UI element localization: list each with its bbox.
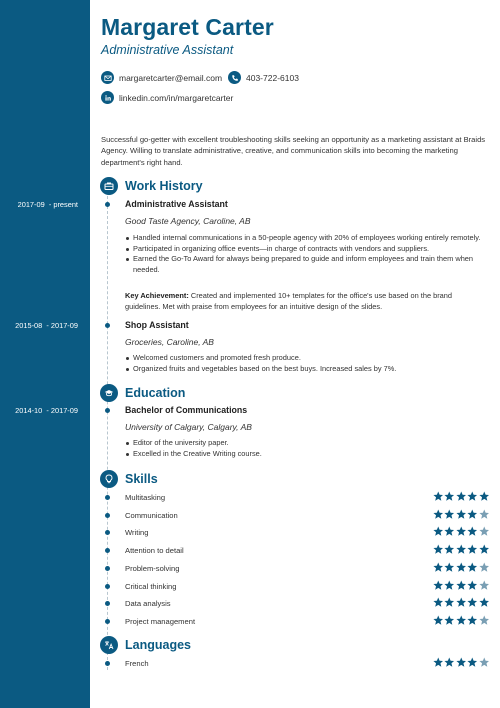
timeline-dot: [105, 495, 110, 500]
list-item: Excelled in the Creative Writing course.: [125, 449, 487, 460]
skills-title: Skills: [125, 472, 158, 486]
star-empty-icon: [479, 509, 490, 520]
education-bullets: [125, 438, 487, 459]
star-filled-icon: [467, 526, 478, 537]
skill-name: Communication: [125, 510, 178, 520]
list-item: Earned the Go-To Award for always being prepared to guide and inform employees and train them when needed.: [125, 254, 487, 275]
star-filled-icon: [456, 526, 467, 537]
contact-phone[interactable]: [228, 71, 299, 84]
email-text: margaretcarter@email.com: [119, 72, 223, 83]
linkedin-icon: [101, 91, 114, 104]
star-filled-icon: [467, 562, 478, 573]
work-history-header: [100, 177, 203, 195]
star-filled-icon: [456, 544, 467, 555]
skill-name: Writing: [125, 528, 149, 538]
star-rating: [433, 657, 490, 668]
timeline-dot: [105, 566, 110, 571]
skill-row: [125, 546, 489, 556]
contact-linkedin[interactable]: [101, 91, 233, 104]
timeline-dot: [105, 530, 110, 535]
star-filled-icon: [444, 491, 455, 502]
phone-icon: [228, 71, 241, 84]
job-dates: 2017-09 - present: [17, 200, 78, 209]
timeline-dot: [105, 619, 110, 624]
languages-title: Languages: [125, 638, 191, 652]
star-filled-icon: [444, 544, 455, 555]
star-rating: [433, 562, 490, 573]
star-filled-icon: [433, 491, 444, 502]
timeline-dot: [105, 513, 110, 518]
translate-icon: [100, 636, 118, 654]
star-filled-icon: [444, 562, 455, 573]
star-filled-icon: [467, 580, 478, 591]
phone-text: 403-722-6103: [246, 72, 299, 83]
star-filled-icon: [444, 580, 455, 591]
list-item: Handled internal communications in a 50-people agency with 20% of employees working entirely remotely.: [125, 233, 487, 244]
sidebar: [0, 0, 90, 708]
star-filled-icon: [433, 509, 444, 520]
star-filled-icon: [444, 526, 455, 537]
star-filled-icon: [479, 544, 490, 555]
key-achievement-label: Key Achievement:: [125, 291, 189, 300]
star-filled-icon: [456, 657, 467, 668]
email-icon: [101, 71, 114, 84]
skill-name: Multitasking: [125, 493, 166, 502]
star-filled-icon: [444, 597, 455, 608]
job-bullets: [125, 233, 487, 275]
skill-name: Data analysis: [125, 599, 171, 609]
star-filled-icon: [433, 657, 444, 668]
contact-email[interactable]: [101, 71, 222, 84]
timeline-dot: [105, 548, 110, 553]
job-company: Groceries, Caroline, AB: [125, 337, 214, 347]
star-filled-icon: [456, 615, 467, 626]
star-filled-icon: [444, 657, 455, 668]
timeline-dot: [105, 408, 110, 413]
star-empty-icon: [479, 562, 490, 573]
star-empty-icon: [479, 615, 490, 626]
star-rating: [433, 526, 490, 537]
education-title: Education: [125, 386, 186, 400]
star-empty-icon: [479, 526, 490, 537]
star-rating: [433, 509, 490, 520]
work-history-title: Work History: [125, 179, 203, 193]
resume-name: Margaret Carter: [101, 14, 274, 40]
skill-row: [125, 493, 489, 503]
key-achievement: [125, 291, 485, 312]
graduation-cap-icon: [100, 384, 118, 402]
skill-row: [125, 511, 489, 521]
star-empty-icon: [479, 657, 490, 668]
education-dates: 2014-10 - 2017-09: [15, 406, 78, 415]
star-filled-icon: [456, 491, 467, 502]
star-rating: [433, 491, 490, 502]
star-filled-icon: [467, 597, 478, 608]
job-company: Good Taste Agency, Caroline, AB: [125, 216, 251, 226]
star-filled-icon: [467, 509, 478, 520]
summary-text: Successful go-getter with excellent troubleshooting skills seeking an opportunity as a marketing assistant at Braids Agency. Willing to translate administrative, creative, and communication skills into becoming the marketing department's right hand.: [101, 135, 486, 167]
star-filled-icon: [433, 615, 444, 626]
list-item: Organized fruits and vegetables based on the best buys. Increased sales by 7%.: [125, 364, 487, 375]
star-filled-icon: [433, 597, 444, 608]
star-rating: [433, 580, 490, 591]
skill-row: [125, 582, 489, 592]
degree-title: Bachelor of Communications: [125, 405, 248, 415]
star-filled-icon: [467, 544, 478, 555]
skills-header: [100, 470, 158, 488]
timeline-dot: [105, 661, 110, 666]
skill-name: Project management: [125, 616, 196, 626]
star-filled-icon: [479, 491, 490, 502]
skill-row: [125, 599, 489, 609]
timeline-dot: [105, 584, 110, 589]
star-filled-icon: [444, 509, 455, 520]
star-filled-icon: [456, 509, 467, 520]
briefcase-icon: [100, 177, 118, 195]
star-filled-icon: [456, 597, 467, 608]
star-rating: [433, 597, 490, 608]
star-filled-icon: [456, 580, 467, 591]
star-filled-icon: [433, 562, 444, 573]
star-empty-icon: [479, 580, 490, 591]
skill-name: Problem-solving: [125, 563, 180, 573]
resume-job-title: Administrative Assistant: [101, 43, 234, 57]
list-item: Editor of the university paper.: [125, 438, 487, 449]
star-filled-icon: [467, 491, 478, 502]
star-filled-icon: [433, 526, 444, 537]
timeline-dot: [105, 601, 110, 606]
linkedin-text: linkedin.com/in/margaretcarter: [119, 92, 234, 103]
star-filled-icon: [433, 580, 444, 591]
star-rating: [433, 615, 490, 626]
job-bullets: [125, 353, 487, 374]
skill-row: [125, 564, 489, 574]
timeline-dot: [105, 323, 110, 328]
school-name: University of Calgary, Calgary, AB: [125, 422, 252, 432]
timeline-line: [107, 196, 108, 670]
job-title: Shop Assistant: [125, 320, 189, 330]
star-rating: [433, 544, 490, 555]
skill-row: [125, 528, 489, 538]
education-header: [100, 384, 185, 402]
star-filled-icon: [467, 657, 478, 668]
skill-name: Critical thinking: [125, 581, 177, 591]
lightbulb-icon: [100, 470, 118, 488]
star-filled-icon: [456, 562, 467, 573]
job-dates: 2015-08 - 2017-09: [15, 321, 78, 330]
star-filled-icon: [479, 597, 490, 608]
star-filled-icon: [444, 615, 455, 626]
skill-name: Attention to detail: [125, 546, 184, 556]
list-item: Participated in organizing office events—in charge of contracts with vendors and suppliers.: [125, 244, 487, 255]
key-achievement-text: Created and implemented 10+ templates for the office's use based on the brand guidelines. Met with praise from employees for an intuitive design of the slides.: [125, 291, 453, 311]
timeline-dot: [105, 202, 110, 207]
skill-row: [125, 659, 489, 669]
star-filled-icon: [467, 615, 478, 626]
skill-name: French: [125, 659, 149, 668]
star-filled-icon: [433, 544, 444, 555]
languages-header: [100, 636, 191, 654]
skill-row: [125, 617, 489, 627]
job-title: Administrative Assistant: [125, 199, 228, 209]
list-item: Welcomed customers and promoted fresh produce.: [125, 353, 487, 364]
